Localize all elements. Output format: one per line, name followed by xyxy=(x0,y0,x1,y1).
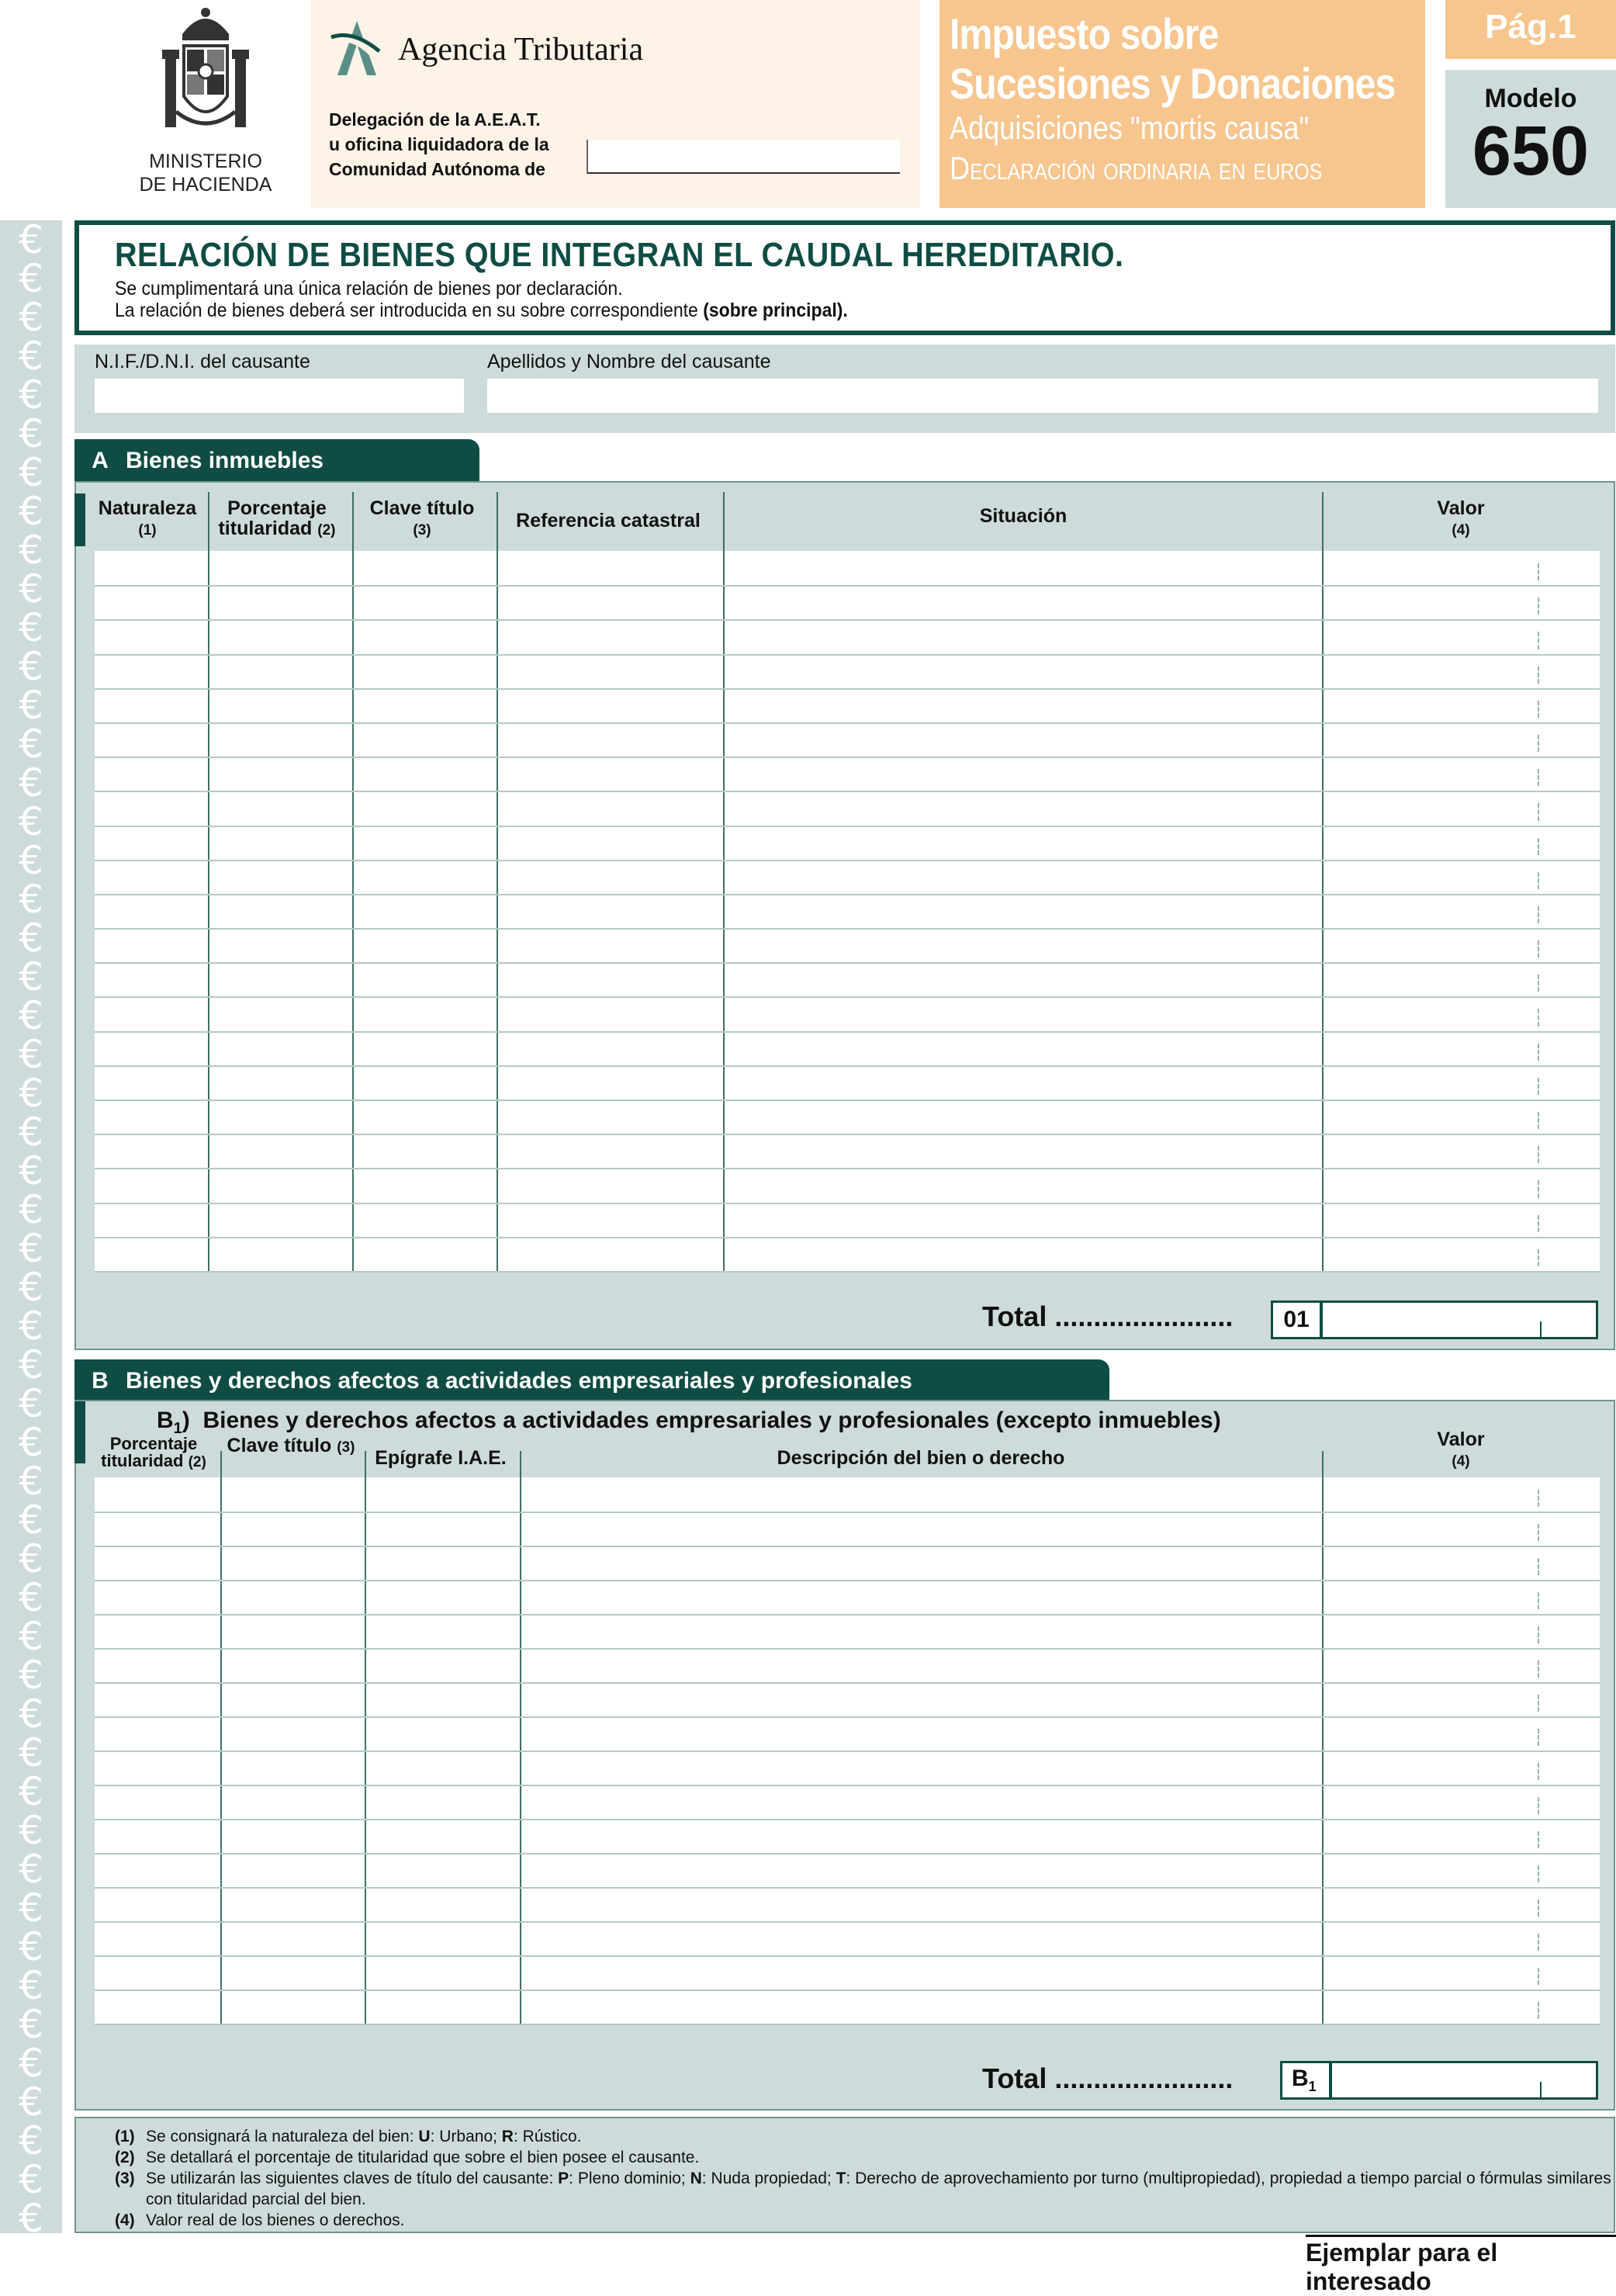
table-row-line xyxy=(95,962,1600,964)
table-row-line xyxy=(95,1100,1600,1101)
section-a-total-label: Total ....................... xyxy=(982,1300,1234,1332)
decimal-separator xyxy=(1538,597,1539,615)
section-b1-code-sub: 1 xyxy=(173,1420,182,1437)
delegacion-line-2: u oficina liquidadora de la xyxy=(329,134,549,154)
table-row-line xyxy=(95,1065,1600,1067)
table-row-line xyxy=(95,1168,1600,1169)
section-b-box xyxy=(74,1400,1615,2111)
table-row-line xyxy=(95,1785,1600,1786)
col-divider xyxy=(352,551,354,1271)
footnote-3-text: Se utilizarán las siguientes claves de título del causante: P: Pleno dominio; N: Nuda propiedad; T: Derecho de aprovechamiento por turno (multipropiedad), propiedad a tiempo parcial o fórmulas similares con titularidad parcial del bien. xyxy=(146,2170,1611,2208)
delegacion-line-1: Delegación de la A.E.A.T. xyxy=(329,109,541,130)
table-row-line xyxy=(95,1134,1600,1135)
euro-icon: € xyxy=(19,1575,43,1620)
footnote-1-text: Se consignará la naturaleza del bien: U: Urbano; R: Rústico. xyxy=(146,2128,582,2145)
decimal-separator xyxy=(1538,1934,1539,1951)
table-row-line xyxy=(95,619,1600,621)
euro-icon: € xyxy=(19,1459,43,1504)
name-label: Apellidos y Nombre del causante xyxy=(487,351,771,372)
section-b-total-code-letter: B xyxy=(1292,2066,1309,2091)
modelo-label: Modelo xyxy=(1484,84,1577,113)
table-row-line xyxy=(95,1921,1600,1923)
section-b1-heading: $B_1$) Bienes y derechos afectos a actividades empresariales y profesionales (excepto inmuebles) xyxy=(157,1408,1221,1437)
euro-icon: € xyxy=(19,1226,43,1271)
decimal-separator xyxy=(1538,1763,1539,1780)
decimal-separator xyxy=(1538,872,1539,889)
name-field[interactable] xyxy=(487,379,1598,413)
decimal-separator xyxy=(1538,1729,1539,1746)
footnote-4-text: Valor real de los bienes o derechos. xyxy=(146,2211,405,2229)
table-row-line xyxy=(95,1716,1600,1718)
footnote-3-num: (3) xyxy=(115,2170,135,2187)
table-row-line xyxy=(95,2024,1600,2025)
euro-icon: € xyxy=(19,334,43,379)
euro-icon: € xyxy=(19,2196,43,2241)
euro-icon: € xyxy=(19,2041,43,2086)
ministry-line-1: MINISTERIO xyxy=(149,151,262,172)
euro-icon: € xyxy=(19,722,43,767)
title-instruction-2-text: La relación de bienes deberá ser introducida en su sobre correspondiente xyxy=(115,300,704,321)
col-situacion-header: Situación xyxy=(979,505,1068,527)
euro-icon: € xyxy=(19,954,43,999)
euro-icon: € xyxy=(19,295,43,340)
footnote-3 xyxy=(115,2168,1614,2210)
table-row-line xyxy=(95,1237,1600,1238)
section-a-box xyxy=(74,481,1615,1350)
euro-icon: € xyxy=(19,760,43,805)
table-row-line xyxy=(95,996,1600,998)
decimal-separator xyxy=(1538,1146,1539,1163)
euro-icon: € xyxy=(19,528,43,573)
col-divider xyxy=(1322,551,1324,1271)
section-b-letter: B xyxy=(92,1368,109,1394)
agency-name: Agencia Tributaria xyxy=(398,32,644,68)
coat-of-arms-icon xyxy=(159,3,252,143)
tax-title-line-1: Impuesto sobre xyxy=(950,9,1219,58)
table-row-line xyxy=(95,757,1600,758)
col-b-valor-header xyxy=(1325,1429,1597,1472)
euro-icon: € xyxy=(19,1304,43,1349)
table-row-line xyxy=(95,1271,1600,1273)
table-row-line xyxy=(95,1819,1600,1820)
section-a-total-code: 01 xyxy=(1271,1300,1322,1339)
euro-icon: € xyxy=(19,1381,43,1426)
euro-icon: € xyxy=(19,838,43,883)
table-row-line xyxy=(95,1512,1600,1513)
col-b-porcentaje-label: Porcentaje titularidad xyxy=(101,1434,198,1470)
section-b-total-code xyxy=(1280,2061,1331,2100)
decimal-separator xyxy=(1538,1524,1539,1541)
col-porcentaje-header xyxy=(208,498,346,541)
comunidad-autonoma-field[interactable] xyxy=(587,140,900,174)
decimal-separator xyxy=(1538,1249,1539,1266)
decimal-separator xyxy=(1538,1797,1539,1814)
decimal-separator xyxy=(1538,769,1539,786)
page-title: RELACIÓN DE BIENES QUE INTEGRAN EL CAUDAL HEREDITARIO. xyxy=(115,236,1124,274)
footnotes-box xyxy=(74,2117,1615,2233)
decimal-separator xyxy=(1538,1592,1539,1609)
decimal-separator xyxy=(1540,2082,1542,2097)
table-row-line xyxy=(95,826,1600,827)
euro-icon: € xyxy=(19,916,43,961)
euro-symbol-strip xyxy=(0,217,62,2241)
decimal-separator xyxy=(1538,1078,1539,1095)
table-row-line xyxy=(95,1990,1600,1991)
table-row-line xyxy=(95,860,1600,861)
section-b1-code: B xyxy=(157,1408,174,1433)
table-row-line xyxy=(95,1031,1600,1033)
euro-icon: € xyxy=(19,1420,43,1465)
euro-icon: € xyxy=(19,1148,43,1193)
col-divider xyxy=(723,551,725,1271)
decimal-separator xyxy=(1538,906,1539,923)
euro-icon: € xyxy=(19,644,43,689)
decimal-separator xyxy=(1538,838,1539,855)
title-instruction-2-bold: (sobre principal). xyxy=(703,300,848,321)
footnote-1 xyxy=(115,2126,1614,2147)
euro-icon: € xyxy=(19,1071,43,1116)
footnote-4 xyxy=(115,2210,1614,2231)
section-b-total-code-sub: 1 xyxy=(1308,2079,1317,2094)
table-row-line xyxy=(95,722,1600,724)
col-b-clave-label: Clave título xyxy=(227,1435,332,1456)
hdr-sep xyxy=(1322,492,1324,551)
euro-icon: € xyxy=(19,2157,43,2202)
col-clave-label: Clave título xyxy=(369,497,475,519)
euro-icon: € xyxy=(19,683,43,728)
hdr-sep xyxy=(220,1451,222,1477)
euro-icon: € xyxy=(19,217,43,262)
decimal-separator xyxy=(1538,1009,1539,1026)
table-row-line xyxy=(95,585,1600,587)
col-porcentaje-note: (2) xyxy=(317,522,336,539)
col-porcentaje-label: Porcentaje titularidad xyxy=(218,497,327,539)
col-naturaleza-header xyxy=(92,498,203,541)
col-divider xyxy=(497,551,498,1271)
euro-icon: € xyxy=(19,1536,43,1581)
euro-icon: € xyxy=(19,566,43,611)
euro-icon: € xyxy=(19,1265,43,1310)
euro-icon: € xyxy=(19,411,43,456)
modelo-number: 650 xyxy=(1472,113,1590,190)
section-a-title: Bienes inmuebles xyxy=(126,448,324,473)
euro-icon: € xyxy=(19,1730,43,1775)
decimal-separator xyxy=(1538,1626,1539,1643)
decimal-separator xyxy=(1538,1661,1539,1678)
euro-icon: € xyxy=(19,877,43,922)
decimal-separator xyxy=(1538,1215,1539,1232)
euro-icon: € xyxy=(19,1692,43,1737)
decimal-separator xyxy=(1538,1112,1539,1129)
euro-icon: € xyxy=(19,2080,43,2125)
euro-icon: € xyxy=(19,1498,43,1543)
table-row-line xyxy=(95,1203,1600,1204)
section-a-accent xyxy=(74,493,85,546)
tax-title-box xyxy=(939,0,1425,208)
footnote-4-num: (4) xyxy=(115,2211,135,2229)
footnote-2-text: Se detallará el porcentaje de titularidad que sobre el bien posee el causante. xyxy=(146,2149,700,2166)
col-b-clave-note: (3) xyxy=(337,1439,355,1456)
title-instruction-2 xyxy=(115,300,1491,321)
col-valor-note: (4) xyxy=(1452,522,1470,539)
euro-icon: € xyxy=(19,1886,43,1931)
col-naturaleza-label: Naturaleza xyxy=(98,497,197,519)
ministry-logo xyxy=(116,0,295,210)
tax-title-line-2: Sucesiones y Donaciones xyxy=(950,59,1396,108)
footnote-2 xyxy=(115,2147,1614,2168)
decimal-separator xyxy=(1538,940,1539,958)
col-naturaleza-note: (1) xyxy=(138,522,157,539)
decimal-separator xyxy=(1538,1968,1539,1985)
table-row-line xyxy=(95,791,1600,792)
decimal-separator xyxy=(1538,563,1539,580)
euro-icon: € xyxy=(19,1342,43,1387)
col-divider xyxy=(208,551,209,1271)
euro-icon: € xyxy=(19,1924,43,1969)
section-b-total-label: Total ....................... xyxy=(982,2062,1234,2094)
section-a-table[interactable] xyxy=(95,551,1600,1271)
section-b-accent xyxy=(74,1401,85,1463)
section-b-total-field[interactable] xyxy=(1330,2061,1598,2100)
nif-field[interactable] xyxy=(95,379,464,413)
euro-icon: € xyxy=(19,1847,43,1892)
decimal-separator xyxy=(1538,1044,1539,1061)
decimal-separator xyxy=(1538,1899,1539,1917)
footnote-2-num: (2) xyxy=(115,2149,135,2166)
euro-icon: € xyxy=(19,1110,43,1155)
euro-icon: € xyxy=(19,256,43,301)
nif-label: N.I.F./D.N.I. del causante xyxy=(95,351,310,372)
col-b-valor-note: (4) xyxy=(1452,1453,1470,1470)
euro-icon: € xyxy=(19,799,43,844)
col-b-porcentaje-header xyxy=(92,1435,216,1471)
footer-copy-label: Ejemplar para el interesado xyxy=(1306,2235,1616,2296)
footnote-1-num: (1) xyxy=(115,2128,135,2145)
hdr-sep xyxy=(365,1451,366,1477)
decimal-separator xyxy=(1538,1180,1539,1197)
section-b-table[interactable] xyxy=(95,1477,1600,2024)
decimal-separator xyxy=(1538,1831,1539,1848)
table-row-line xyxy=(95,1546,1600,1547)
section-a-tab xyxy=(74,439,479,483)
euro-icon: € xyxy=(19,1187,43,1232)
euro-icon: € xyxy=(19,1653,43,1698)
euro-icon: € xyxy=(19,605,43,650)
euro-icon: € xyxy=(19,450,43,495)
table-row-line xyxy=(95,1648,1600,1650)
causante-box xyxy=(74,345,1615,433)
hdr-sep xyxy=(352,492,354,551)
euro-icon: € xyxy=(19,993,43,1038)
euro-icon: € xyxy=(19,1808,43,1853)
euro-icon: € xyxy=(19,1963,43,2008)
table-row-line xyxy=(95,688,1600,690)
table-row-line xyxy=(95,1614,1600,1616)
decimal-separator xyxy=(1538,1558,1539,1575)
euro-icon: € xyxy=(19,2118,43,2163)
delegacion-line-3: Comunidad Autónoma de xyxy=(329,159,545,179)
decimal-separator xyxy=(1538,803,1539,820)
delegacion-label xyxy=(329,107,549,182)
col-valor-label: Valor xyxy=(1437,497,1485,519)
col-b-valor-label: Valor xyxy=(1437,1429,1485,1450)
decimal-separator xyxy=(1538,1865,1539,1882)
decimal-separator xyxy=(1538,701,1539,718)
title-instruction-1: Se cumplimentará una única relación de bienes por declaración. xyxy=(115,278,623,300)
euro-icon: € xyxy=(19,1032,43,1077)
col-b-descripcion-header: Descripción del bien o derecho xyxy=(777,1447,1065,1469)
page-number: Pág.1 xyxy=(1445,0,1616,59)
ministry-line-2: DE HACIENDA xyxy=(139,174,272,196)
col-b-epigrafe-header: Epígrafe I.A.E. xyxy=(375,1447,507,1469)
table-row-line xyxy=(95,1751,1600,1752)
decimal-separator xyxy=(1538,667,1539,684)
section-a-total-field[interactable] xyxy=(1320,1300,1598,1339)
table-row-line xyxy=(95,1682,1600,1684)
col-referencia-header: Referencia catastral xyxy=(516,510,701,532)
col-b-clave-header xyxy=(220,1435,362,1458)
agencia-tributaria-logo-icon xyxy=(330,17,384,79)
decimal-separator xyxy=(1538,735,1539,752)
table-row-line xyxy=(95,654,1600,656)
section-a-letter: A xyxy=(92,448,109,473)
table-row-line xyxy=(95,1853,1600,1854)
euro-icon: € xyxy=(19,372,43,417)
hdr-sep xyxy=(497,492,498,551)
col-clave-header xyxy=(352,498,492,541)
modelo-box xyxy=(1445,70,1616,208)
euro-icon: € xyxy=(19,1769,43,1814)
euro-icon: € xyxy=(19,2002,43,2047)
table-row-line xyxy=(95,894,1600,895)
section-b1-title: Bienes y derechos afectos a actividades empresariales y profesionales (excepto inmuebles) xyxy=(202,1408,1221,1433)
tax-subtitle: Adquisiciones "mortis causa" xyxy=(950,109,1310,146)
decimal-separator xyxy=(1538,1695,1539,1712)
decimal-separator xyxy=(1538,632,1539,649)
table-row-line xyxy=(95,1955,1600,1957)
relation-title-box xyxy=(74,220,1615,335)
euro-icon: € xyxy=(19,1614,43,1659)
decimal-separator xyxy=(1538,975,1539,992)
tax-declaration-type: Declaración ordinaria en euros xyxy=(950,150,1323,186)
section-b-tab xyxy=(74,1359,1109,1403)
euro-icon: € xyxy=(19,489,43,534)
table-row-line xyxy=(95,1887,1600,1889)
section-b-title: Bienes y derechos afectos a actividades empresariales y profesionales xyxy=(126,1368,912,1394)
table-row-line xyxy=(95,1580,1600,1581)
table-row-line xyxy=(95,928,1600,930)
decimal-separator xyxy=(1538,2002,1539,2019)
decimal-separator xyxy=(1538,1490,1539,1507)
decimal-separator xyxy=(1540,1321,1542,1337)
col-b-porcentaje-note: (2) xyxy=(188,1454,206,1470)
hdr-sep xyxy=(723,492,725,551)
col-clave-note: (3) xyxy=(413,522,431,539)
hdr-sep xyxy=(520,1451,521,1477)
hdr-sep xyxy=(208,492,209,551)
hdr-sep xyxy=(1322,1451,1324,1477)
col-valor-header xyxy=(1325,498,1597,541)
